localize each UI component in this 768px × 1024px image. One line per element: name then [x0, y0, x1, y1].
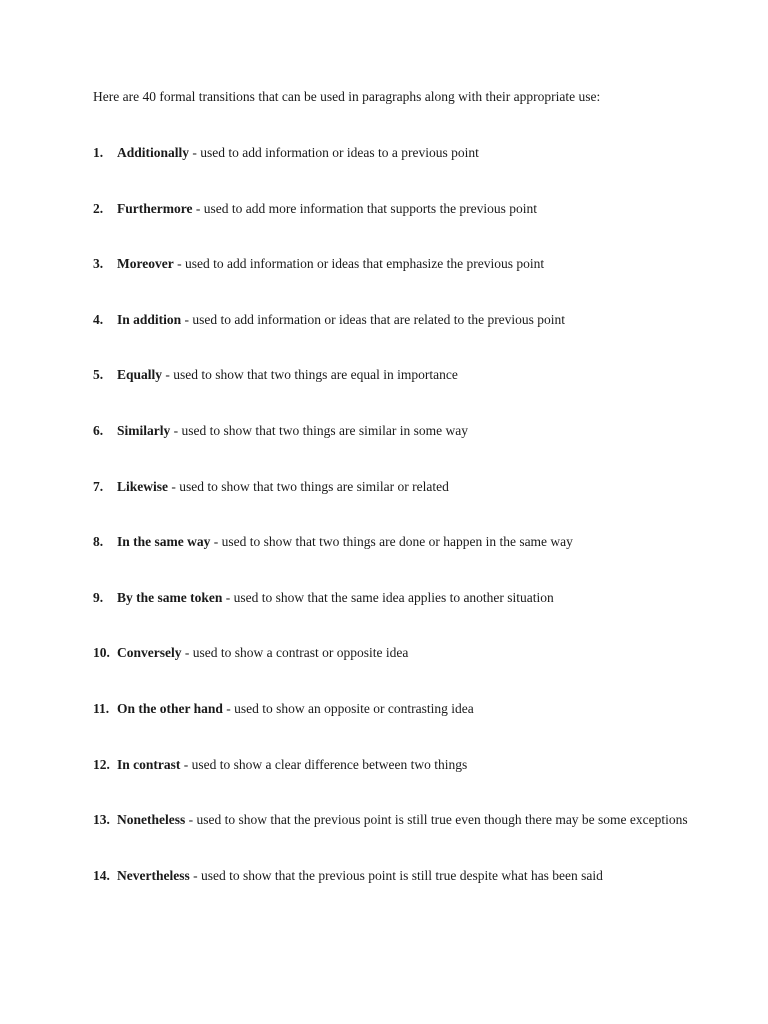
item-number: 12. [93, 756, 110, 772]
item-number: 14. [93, 867, 110, 883]
item-number: 8. [93, 534, 104, 550]
item-number: 5. [93, 367, 104, 383]
list-item [93, 143, 693, 162]
item-description: - used to add information or ideas to a previous point [189, 145, 479, 160]
item-term: Equally [117, 367, 163, 383]
item-description: - used to add information or ideas that are related to the previous point [181, 311, 566, 327]
item-term: Additionally [117, 145, 190, 160]
item-term: Moreover [117, 256, 174, 272]
item-term: In the same way [117, 534, 211, 550]
list-item [93, 477, 693, 496]
list-item [93, 866, 693, 885]
item-term: Likewise [117, 478, 169, 494]
transitions-list [93, 143, 693, 921]
item-number: 7. [93, 478, 104, 494]
item-number: 1. [93, 145, 104, 160]
intro-paragraph: Here are 40 formal transitions that can be used in paragraphs along with their appropriate use: [93, 89, 601, 104]
item-term: Nevertheless [117, 867, 190, 883]
item-description: - used to add information or ideas that emphasize the previous point [173, 256, 545, 272]
list-item [93, 699, 693, 718]
item-description: - used to show a contrast or opposite idea [181, 645, 409, 661]
item-number: 9. [93, 589, 104, 605]
item-description: - used to show that two things are similar in some way [170, 422, 468, 438]
list-item [93, 532, 693, 551]
item-description: - used to add more information that supports the previous point [192, 200, 538, 216]
item-number: 2. [93, 200, 104, 216]
item-description: - used to show that two things are done or happen in the same way [210, 534, 573, 550]
list-item [93, 421, 693, 440]
item-description: - used to show that the previous point is still true even though there may be some exceptions [185, 812, 688, 828]
item-number: 11. [93, 700, 110, 716]
item-description: - used to show that the previous point is still true despite what has been said [189, 867, 603, 883]
list-item [93, 755, 693, 774]
item-number: 6. [93, 422, 104, 438]
item-term: Similarly [117, 422, 171, 438]
list-item [93, 810, 693, 829]
item-number: 3. [93, 256, 104, 272]
item-description: - used to show a clear difference between two things [180, 756, 468, 772]
item-term: In contrast [117, 756, 181, 772]
list-item [93, 254, 693, 273]
item-term: Nonetheless [117, 812, 186, 828]
item-term: On the other hand [117, 700, 223, 716]
item-number: 4. [93, 311, 104, 327]
list-item [93, 365, 693, 384]
item-term: Furthermore [117, 200, 193, 216]
list-item [93, 199, 693, 218]
item-number: 13. [93, 812, 110, 828]
list-item [93, 643, 693, 662]
item-term: In addition [117, 311, 182, 327]
item-description: - used to show an opposite or contrasting idea [222, 700, 474, 716]
item-description: - used to show that two things are equal in importance [162, 367, 458, 383]
item-number: 10. [93, 645, 110, 661]
item-description: - used to show that the same idea applies to another situation [222, 589, 554, 605]
list-item [93, 588, 693, 607]
item-term: By the same token [117, 589, 223, 605]
list-item [93, 310, 693, 329]
item-description: - used to show that two things are similar or related [168, 478, 449, 494]
item-term: Conversely [117, 645, 182, 661]
